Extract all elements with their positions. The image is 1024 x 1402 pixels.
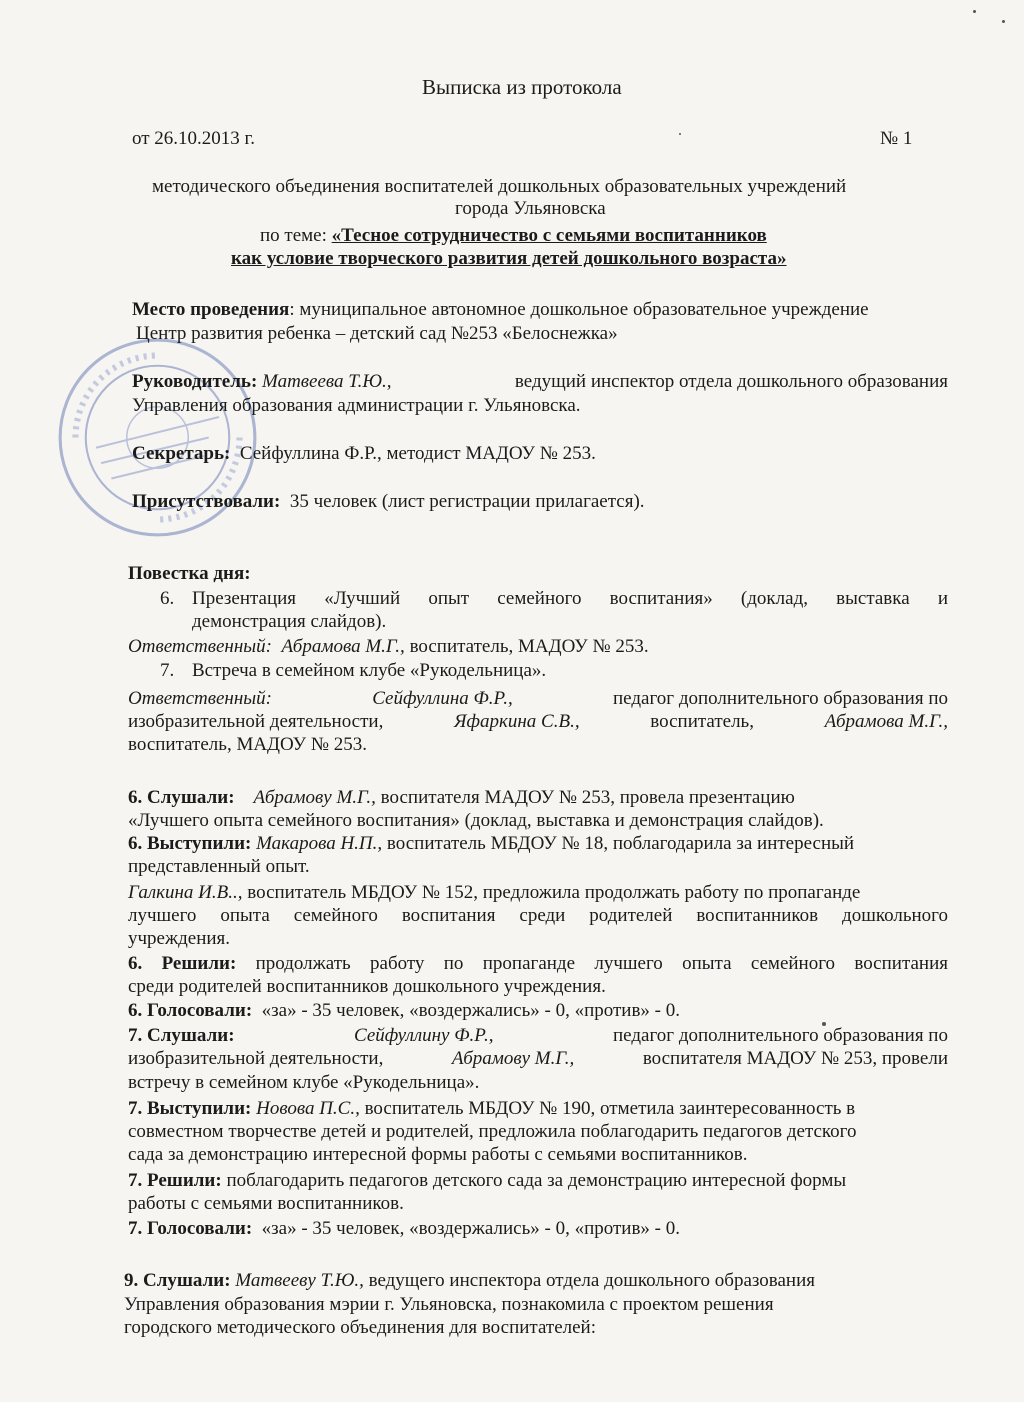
protocol-date: от 26.10.2013 г. bbox=[132, 128, 255, 149]
s7-voted-line bbox=[128, 1218, 680, 1240]
voted-label: 7. Голосовали: bbox=[128, 1218, 253, 1239]
heard-text: воспитателя МАДОУ № 253, провела презентацию bbox=[380, 787, 795, 808]
s9-heard-line-1 bbox=[124, 1270, 815, 1292]
s6-voted-line bbox=[128, 1000, 680, 1022]
voted-text: «за» - 35 человек, «воздержались» - 0, «против» - 0. bbox=[261, 1000, 681, 1021]
heard-name: Сейфуллину Ф.Р., bbox=[354, 1025, 494, 1046]
heard-label: 7. Слушали: bbox=[128, 1025, 235, 1046]
head-line-1 bbox=[132, 371, 948, 393]
attended-label: Присутствовали: bbox=[132, 491, 281, 512]
s6-decided-line-2: среди родителей воспитанников дошкольного учреждения. bbox=[128, 976, 606, 997]
spoke-name: Галкина И.В.., bbox=[128, 882, 243, 903]
secretary-line bbox=[132, 443, 596, 465]
s7-spoke-line-1 bbox=[128, 1098, 855, 1120]
resp-text: воспитатель, МАДОУ № 253. bbox=[409, 636, 649, 657]
spoke-name: Новова П.С., bbox=[256, 1098, 360, 1119]
heard-label: 9. Слушали: bbox=[124, 1270, 231, 1291]
secretary-label: Секретарь: bbox=[132, 443, 231, 464]
spoke-text: воспитатель МБДОУ № 190, отметила заинтересованность в bbox=[364, 1098, 856, 1119]
resp-text: педагог дополнительного образования по bbox=[613, 688, 948, 709]
agenda-resp-6 bbox=[128, 636, 649, 658]
agenda-item-6-line-1: Презентация «Лучший опыт семейного воспитания» (доклад, выставка и bbox=[192, 588, 948, 609]
document-title: Выписка из протокола bbox=[422, 75, 622, 99]
subtitle-line-1: методического объединения воспитателей дошкольных образовательных учреждений bbox=[152, 176, 847, 197]
agenda-item-6-num: 6. bbox=[160, 588, 175, 609]
agenda-item-7-text: Встреча в семейном клубе «Рукодельница». bbox=[192, 660, 547, 681]
heard-text: педагог дополнительного образования по bbox=[613, 1025, 948, 1046]
s6-decided-line-1 bbox=[128, 953, 948, 975]
attended-line bbox=[132, 491, 645, 513]
resp-text: изобразительной деятельности, bbox=[128, 711, 384, 732]
agenda-item-7-num: 7. bbox=[160, 660, 175, 681]
heard-name: Абрамову М.Г., bbox=[451, 1048, 575, 1069]
spoke-name: Макарова Н.П., bbox=[256, 833, 383, 854]
heard-label: 6. Слушали: bbox=[128, 787, 235, 808]
resp-name: Сейфуллина Ф.Р., bbox=[372, 688, 513, 709]
s7-decided-line-1 bbox=[128, 1170, 846, 1192]
protocol-number: № 1 bbox=[880, 128, 913, 149]
head-line-2: Управления образования администрации г. Ульяновска. bbox=[132, 395, 581, 416]
topic-title-1: «Тесное сотрудничество с семьями воспитанников bbox=[331, 225, 767, 246]
s6-heard-line-2: «Лучшего опыта семейного воспитания» (доклад, выставка и демонстрация слайдов). bbox=[128, 810, 824, 831]
agenda-resp-7-line-1 bbox=[128, 688, 948, 710]
s6-spoke2-line-1 bbox=[128, 882, 860, 904]
agenda-item-6-line-2: демонстрация слайдов). bbox=[192, 611, 387, 632]
speck bbox=[973, 10, 976, 13]
secretary-text: Сейфуллина Ф.Р., методист МАДОУ № 253. bbox=[239, 443, 596, 464]
venue-text: : муниципальное автономное дошкольное образовательное учреждение bbox=[289, 299, 869, 320]
resp-name: Яфаркина С.В., bbox=[454, 711, 580, 732]
voted-text: «за» - 35 человек, «воздержались» - 0, «против» - 0. bbox=[261, 1218, 681, 1239]
resp-label: Ответственный: bbox=[128, 688, 272, 709]
decided-label: 6. Решили: bbox=[128, 953, 237, 974]
s7-decided-line-2: работы с семьями воспитанников. bbox=[128, 1193, 404, 1214]
spoke-text: воспитатель МБДОУ № 18, поблагодарила за интересный bbox=[386, 833, 855, 854]
s6-heard-line-1 bbox=[128, 787, 795, 809]
s9-heard-line-2: Управления образования мэрии г. Ульяновска, познакомила с проектом решения bbox=[124, 1294, 774, 1315]
speck bbox=[679, 133, 681, 135]
s7-spoke-line-2: совместном творчестве детей и родителей, предложила поблагодарить педагогов детского bbox=[128, 1121, 857, 1142]
topic-prefix: по теме: bbox=[260, 225, 332, 246]
decided-text: продолжать работу по пропаганде лучшего опыта семейного воспитания bbox=[255, 953, 948, 974]
resp-label: Ответственный: bbox=[128, 636, 272, 657]
agenda-resp-7-line-3: воспитатель, МАДОУ № 253. bbox=[128, 734, 368, 755]
voted-label: 6. Голосовали: bbox=[128, 1000, 253, 1021]
heard-text: изобразительной деятельности, bbox=[128, 1048, 384, 1069]
s6-spoke-line-2: представленный опыт. bbox=[128, 856, 310, 877]
venue-label: Место проведения bbox=[132, 299, 290, 320]
head-label: Руководитель: bbox=[132, 371, 258, 392]
subtitle-line-2: города Ульяновска bbox=[455, 198, 606, 219]
s7-heard-line-2 bbox=[128, 1048, 948, 1070]
resp-name: Абрамова М.Г., bbox=[281, 636, 405, 657]
resp-name: Абрамова М.Г., bbox=[824, 711, 948, 732]
heard-text: воспитателя МАДОУ № 253, провели bbox=[642, 1048, 948, 1069]
s6-spoke2-line-2: лучшего опыта семейного воспитания среди родителей воспитанников дошкольного bbox=[128, 905, 948, 926]
s9-heard-line-3: городского методического объединения для воспитателей: bbox=[124, 1317, 596, 1338]
topic-line-2: как условие творческого развития детей дошкольного возраста» bbox=[231, 248, 787, 269]
spoke-label: 6. Выступили: bbox=[128, 833, 252, 854]
decided-text: поблагодарить педагогов детского сада за демонстрацию интересной формы bbox=[226, 1170, 847, 1191]
head-text: ведущий инспектор отдела дошкольного образования bbox=[514, 371, 948, 392]
head-name: Матвеева Т.Ю., bbox=[262, 371, 392, 392]
venue-line-1 bbox=[132, 299, 869, 321]
heard-name: Абрамову М.Г., bbox=[253, 787, 376, 808]
speck bbox=[1002, 20, 1005, 23]
s6-spoke2-line-3: учреждения. bbox=[128, 928, 231, 949]
agenda-label: Повестка дня: bbox=[128, 563, 251, 584]
topic-line-1 bbox=[260, 225, 767, 247]
spoke-text: воспитатель МБДОУ № 152, предложила продолжать работу по пропаганде bbox=[247, 882, 861, 903]
decided-label: 7. Решили: bbox=[128, 1170, 222, 1191]
attended-text: 35 человек (лист регистрации прилагается). bbox=[289, 491, 645, 512]
s7-spoke-line-3: сада за демонстрацию интересной формы работы с семьями воспитанников. bbox=[128, 1144, 748, 1165]
resp-text: воспитатель, bbox=[650, 711, 754, 732]
s6-spoke-line-1 bbox=[128, 833, 854, 855]
heard-text: ведущего инспектора отдела дошкольного образования bbox=[368, 1270, 816, 1291]
heard-name: Матвееву Т.Ю., bbox=[235, 1270, 364, 1291]
agenda-resp-7-line-2 bbox=[128, 711, 948, 733]
s7-heard-line-3: встречу в семейном клубе «Рукодельница». bbox=[128, 1072, 480, 1093]
venue-line-2: Центр развития ребенка – детский сад №253 «Белоснежка» bbox=[136, 323, 618, 344]
s7-heard-line-1 bbox=[128, 1025, 948, 1047]
spoke-label: 7. Выступили: bbox=[128, 1098, 252, 1119]
